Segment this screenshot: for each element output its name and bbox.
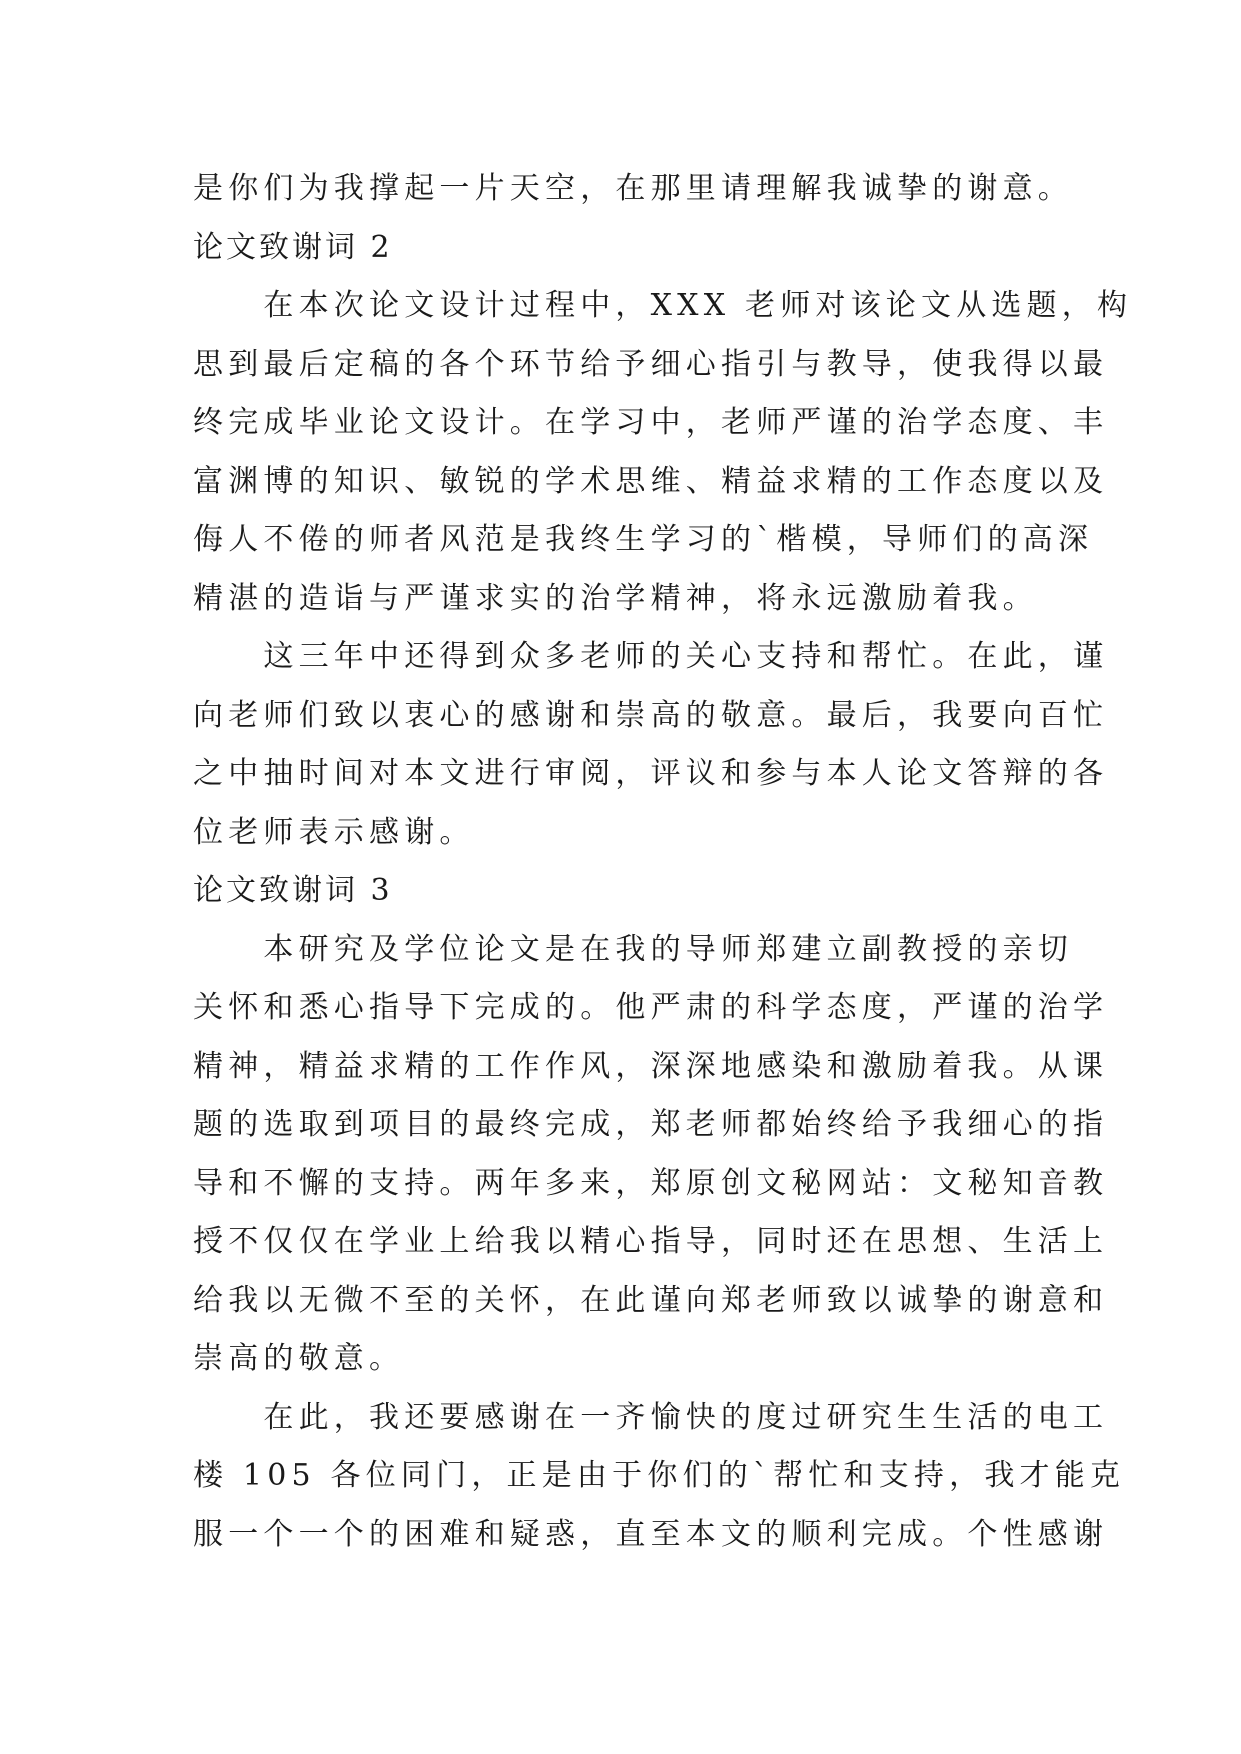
- text-line: 富渊博的知识、敏锐的学术思维、精益求精的工作态度以及: [193, 463, 1109, 499]
- text-line: 这三年中还得到众多老师的关心支持和帮忙。在此，谨: [193, 639, 1109, 674]
- text-line: 给我以无微不至的关怀，在此谨向郑老师致以诚挚的谢意和: [193, 1282, 1109, 1318]
- text-line: 本研究及学位论文是在我的导师郑建立副教授的亲切: [193, 931, 1073, 967]
- section-heading: 论文致谢词 3: [193, 873, 393, 908]
- text-line: 是你们为我撑起一片天空，在那里请理解我诚挚的谢意。: [193, 171, 1073, 206]
- text-line: 关怀和悉心指导下完成的。他严肃的科学态度，严谨的治学: [193, 990, 1109, 1025]
- text-line: 楼 105 各位同门，正是由于你们的`帮忙和支持，我才能克: [193, 1458, 1126, 1493]
- text-line: 在本次论文设计过程中，XXX 老师对该论文从选题，构: [193, 288, 1133, 323]
- text-line: 向老师们致以衷心的感谢和崇高的敬意。最后，我要向百忙: [193, 697, 1109, 733]
- text-line: 题的选取到项目的最终完成，郑老师都始终给予我细心的指: [193, 1107, 1109, 1142]
- text-line: 之中抽时间对本文进行审阅，评议和参与本人论文答辩的各: [193, 756, 1109, 791]
- text-line: 终完成毕业论文设计。在学习中，老师严谨的治学态度、丰: [193, 405, 1109, 440]
- text-line: 精神，精益求精的工作作风，深深地感染和激励着我。从课: [193, 1048, 1109, 1084]
- document-body: [193, 160, 1133, 1564]
- text-line: 精湛的造诣与严谨求实的治学精神，将永远激励着我。: [193, 580, 1038, 616]
- text-line: 在此，我还要感谢在一齐愉快的度过研究生生活的电工: [193, 1399, 1109, 1435]
- text-line: 崇高的敬意。: [193, 1341, 405, 1376]
- section-heading: 论文致谢词 2: [193, 229, 393, 265]
- text-line: 授不仅仅在学业上给我以精心指导，同时还在思想、生活上: [193, 1224, 1109, 1259]
- text-line: 侮人不倦的师者风范是我终生学习的`楷模，导师们的高深: [193, 522, 1094, 557]
- text-line: 服一个一个的困难和疑惑，直至本文的顺利完成。个性感谢: [193, 1516, 1109, 1552]
- text-line: 思到最后定稿的各个环节给予细心指引与教导，使我得以最: [193, 346, 1109, 382]
- text-line: 位老师表示感谢。: [193, 814, 475, 850]
- text-line: 导和不懈的支持。两年多来，郑原创文秘网站：文秘知音教: [193, 1165, 1109, 1201]
